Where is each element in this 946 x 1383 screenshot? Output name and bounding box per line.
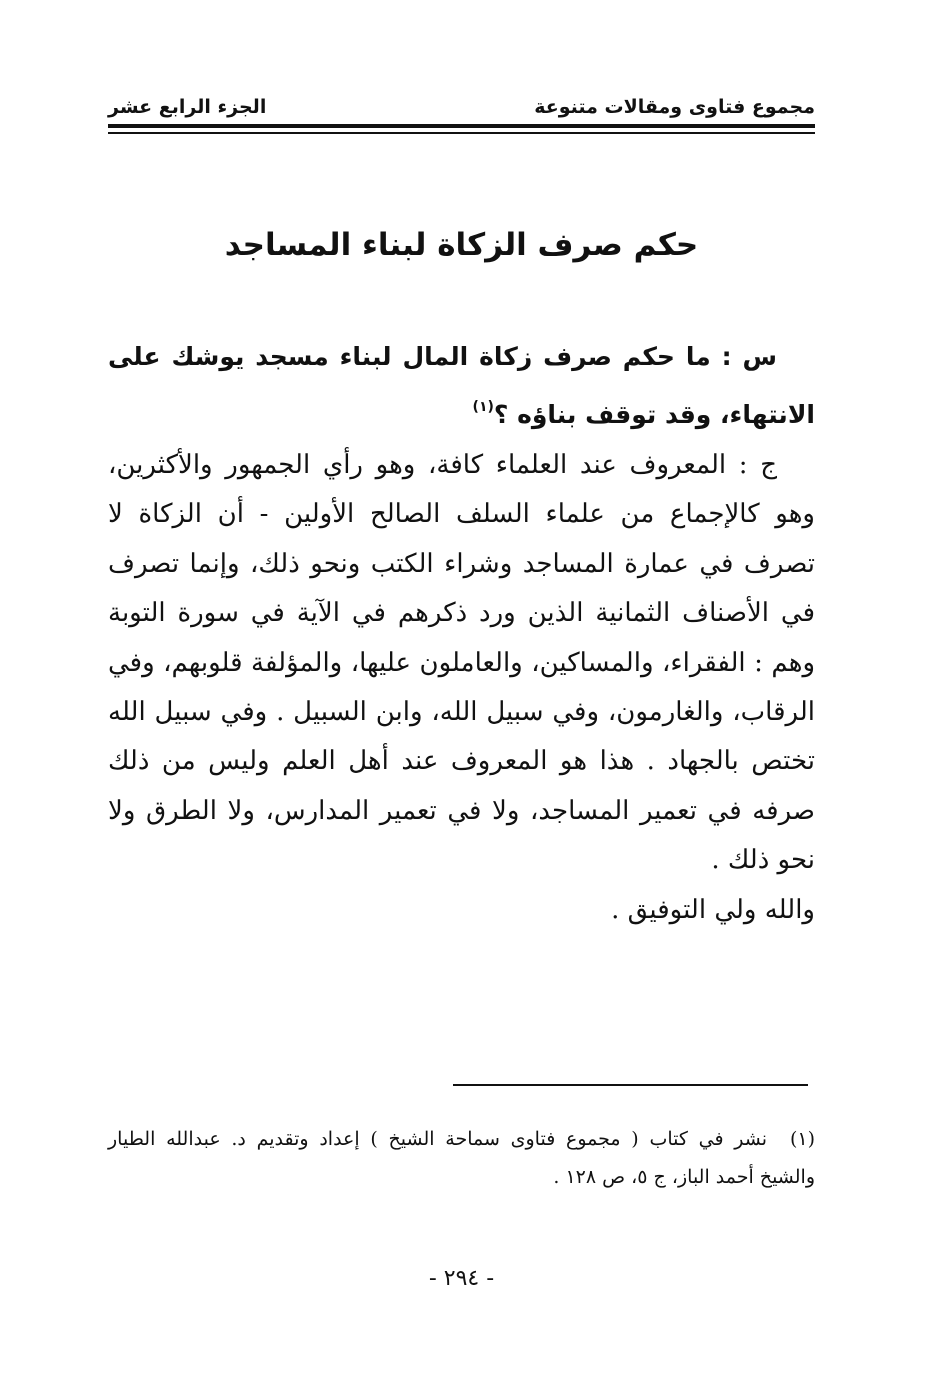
footnote [108,1120,815,1196]
header-volume: الجزء الرابع عشر [108,96,267,118]
header-rule-thin [108,132,815,134]
footnote-reference: (١) [472,399,494,415]
footnote-separator [453,1084,808,1086]
answer-body [108,441,815,886]
header-book-title: مجموع فتاوى ومقالات متنوعة [534,96,815,118]
page-number: - ٢٩٤ - [428,1266,495,1291]
header-rule-thick [108,124,815,128]
answer-text: ج : المعروف عند العلماء كافة، وهو رأي الجمهور والأكثرين، وهو كالإجماع من علماء السلف الصالح الأولين - أن الزكاة لا تصرف في عمارة المساجد وشراء الكتب ونحو ذلك، وإنما تصرف في الأصناف الثمانية الذين ورد ذكرهم في الآية في سورة التوبة وهم : الفقراء، والمساكين، والعاملون عليها، والمؤلفة قلوبهم، وفي الرقاب، والغارمون، وفي سبيل الله، وابن السبيل . وفي سبيل الله تختص بالجهاد . هذا هو المعروف عند أهل العلم وليس من ذلك صرفه في تعمير المساجد، ولا في تعمير المدارس، ولا الطرق ولا نحو ذلك . [108,450,815,876]
article-title: حكم صرف الزكاة لبناء المساجد [224,227,699,263]
footnote-text: نشر في كتاب ( مجموع فتاوى سماحة الشيخ ) إعداد وتقديم د. عبدالله الطيار والشيخ أحمد الباز، ج ٥، ص ١٢٨ . [108,1128,815,1188]
footnote-marker: (١) [789,1128,815,1150]
answer-paragraph [108,441,815,935]
question-text: س : ما حكم صرف زكاة المال لبناء مسجد يوشك على الانتهاء، وقد توقف بناؤه ؟ [108,342,815,429]
running-header [108,92,815,122]
question-paragraph [108,332,815,440]
answer-closing: والله ولي التوفيق . [611,894,815,925]
